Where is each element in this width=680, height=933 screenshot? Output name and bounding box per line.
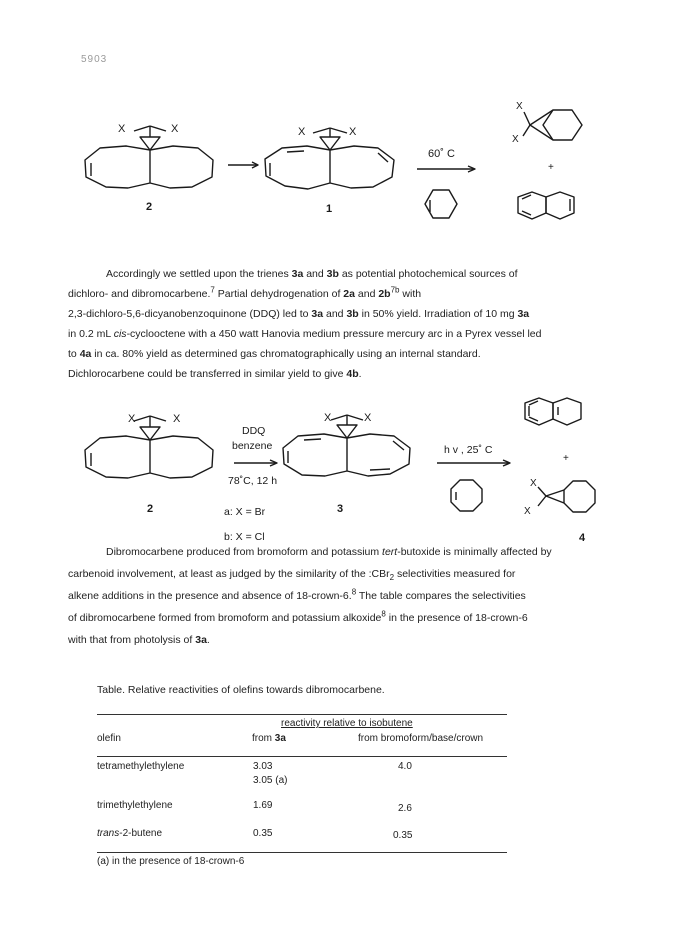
paragraph-2-line-3: alkene additions in the presence and absence of 18-crown-6.$^8$ The table compares the selectivities bbox=[68, 587, 526, 602]
compound-2-structure bbox=[85, 126, 213, 188]
row-1-olefin: tetramethylethylene bbox=[97, 761, 185, 772]
row-3-olefin: trans-2-butene bbox=[97, 828, 163, 839]
row-1-from-3a: 3.03 bbox=[253, 761, 273, 772]
row-1-crown: 4.0 bbox=[398, 761, 412, 772]
compound-4-structure bbox=[538, 481, 595, 512]
cyclooctene-structure bbox=[451, 480, 482, 511]
photolysis-arrow bbox=[437, 460, 510, 466]
norcarane-structure bbox=[523, 110, 582, 140]
naphthalene-structure bbox=[518, 192, 574, 219]
paragraph-2-line-4: of dibromocarbene formed from bromoform and potassium alkoxide$^8$ in the presence of 18-crown-6 bbox=[68, 609, 528, 624]
table-top-rule bbox=[97, 714, 507, 715]
paragraph-1-line-5: to 4a in ca. 80% yield as determined gas chromatographically using an internal standard. bbox=[68, 348, 481, 360]
paragraph-1-line-6: Dichlorocarbene could be transferred in similar yield to give 4b. bbox=[68, 368, 362, 380]
scheme2-label-4: 4 bbox=[579, 532, 586, 544]
paragraph-2-line-1: Dibromocarbene produced from bromoform and potassium tert-butoxide is minimally affected by bbox=[106, 546, 552, 558]
compound-3-structure bbox=[283, 415, 410, 476]
photolysis-condition: h v , 25˚ C bbox=[444, 444, 493, 456]
row-3-from-3a: 0.35 bbox=[253, 828, 273, 839]
scheme2-label-2: 2 bbox=[147, 503, 154, 515]
reagent-benzene: benzene bbox=[232, 440, 273, 452]
table-caption: Table. Relative reactivities of olefins towards dibromocarbene. bbox=[97, 684, 385, 696]
table-header-rule bbox=[97, 756, 507, 757]
row-2-crown: 2.6 bbox=[398, 803, 412, 814]
scheme2-x-left-2: X bbox=[128, 413, 136, 425]
scheme2-label-3: 3 bbox=[337, 503, 344, 515]
ddq-arrow bbox=[234, 460, 277, 466]
scheme2-x-bottom-4: X bbox=[524, 506, 531, 517]
header-crown: from bromoform/base/crown bbox=[358, 733, 484, 744]
row-1-from-3a-extra: 3.05 (a) bbox=[253, 775, 288, 786]
scheme2-x-right-3: X bbox=[364, 412, 372, 424]
header-olefin: olefin bbox=[97, 733, 121, 744]
paragraph-2 bbox=[68, 541, 628, 651]
paragraph-2-line-5: with that from photolysis of 3a. bbox=[68, 634, 210, 646]
scheme2-x-top-4: X bbox=[530, 478, 537, 489]
table-footnote: (a) in the presence of 18-crown-6 bbox=[97, 856, 245, 867]
paragraph-1 bbox=[68, 264, 628, 384]
reagent-conditions: 78˚C, 12 h bbox=[228, 475, 278, 487]
reagent-ddq: DDQ bbox=[242, 425, 266, 437]
paragraph-1-line-3: 2,3-dichloro-5,6-dicyanobenzoquinone (DDQ) led to 3a and 3b in 50% yield. Irradiation of 10 mg 3a bbox=[68, 308, 530, 320]
scheme1-x-right-1: X bbox=[349, 126, 357, 138]
scheme2-x-left-3: X bbox=[324, 412, 332, 424]
reaction-arrow-1 bbox=[228, 162, 258, 168]
table-bottom-rule bbox=[97, 852, 507, 853]
page-number: 5903 bbox=[81, 54, 108, 65]
scheme1-x-right-2: X bbox=[171, 123, 179, 135]
definition-b: b: X = Cl bbox=[224, 531, 265, 543]
scheme2-compound-2-structure bbox=[85, 416, 213, 478]
table-group-header: reactivity relative to isobutene bbox=[281, 718, 413, 729]
paragraph-1-line-4: in 0.2 mL cis-cyclooctene with a 450 watt Hanovia medium pressure mercury arc in a Pyrex vessel led bbox=[68, 328, 542, 340]
dihydronaphthalene-structure bbox=[525, 398, 581, 425]
paragraph-1-line-2: dichloro- and dibromocarbene.$^7$ Partial dehydrogenation of 2a and $2b^{7b}$ with bbox=[68, 285, 422, 300]
scheme2-plus: + bbox=[563, 453, 569, 464]
header-from-3a: from 3a bbox=[252, 733, 286, 744]
scheme1-x-left-1: X bbox=[298, 126, 306, 138]
scheme1-x-top-product: X bbox=[516, 101, 523, 112]
compound-1-structure bbox=[265, 128, 394, 189]
scheme1-condition: 60˚ C bbox=[428, 148, 455, 160]
scheme1-x-left-2: X bbox=[118, 123, 126, 135]
row-3-crown: 0.35 bbox=[393, 830, 413, 841]
paragraph-2-line-2: carbenoid involvement, at least as judged by the similarity of the :CBr$_2$ selectivities measured for bbox=[68, 568, 516, 583]
scheme1-label-1: 1 bbox=[326, 203, 333, 215]
scheme1-plus: + bbox=[548, 162, 554, 173]
cyclohexene-structure bbox=[425, 190, 457, 218]
row-2-from-3a: 1.69 bbox=[253, 800, 273, 811]
paragraph-1-line-1: Accordingly we settled upon the trienes 3a and 3b as potential photochemical sources of bbox=[106, 268, 518, 280]
scheme1-x-bottom-product: X bbox=[512, 134, 519, 145]
scheme-1 bbox=[0, 0, 680, 240]
definition-a: a: X = Br bbox=[224, 506, 266, 518]
row-2-olefin: trimethylethylene bbox=[97, 800, 173, 811]
scheme1-label-2: 2 bbox=[146, 201, 153, 213]
scheme-2 bbox=[0, 380, 680, 550]
reaction-arrow-2 bbox=[417, 166, 475, 172]
scheme2-x-right-2: X bbox=[173, 413, 181, 425]
